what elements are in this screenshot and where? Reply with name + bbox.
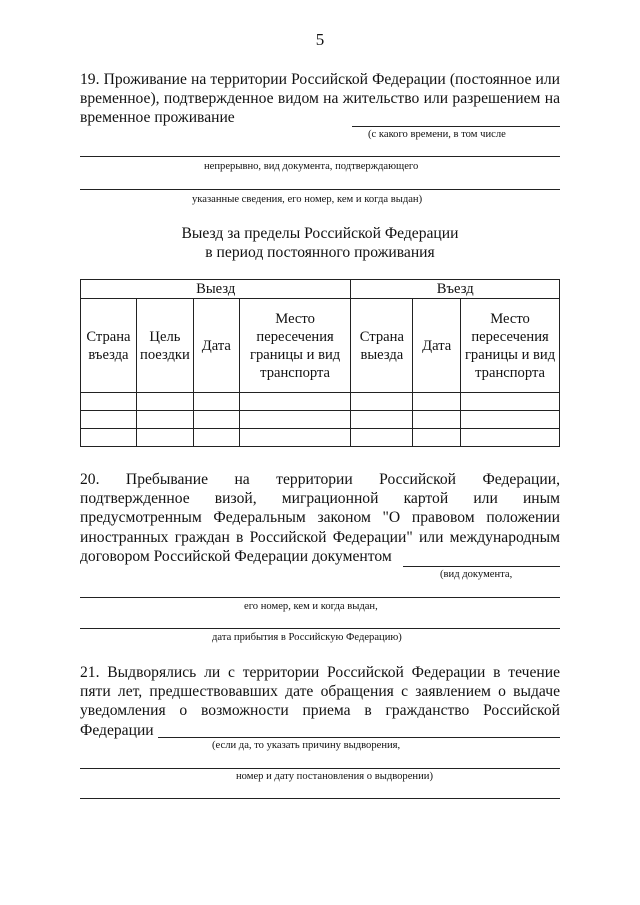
section-20-answer-line-3[interactable] — [80, 628, 560, 629]
section-19-hint-3: указанные сведения, его номер, кем и когда выдан) — [192, 194, 423, 205]
table-cell[interactable] — [413, 411, 461, 429]
table-cell[interactable] — [461, 429, 560, 447]
column-header: Место пересечения границы и вид транспорта — [461, 299, 560, 393]
column-header: Страна выезда — [351, 299, 413, 393]
column-header: Дата — [193, 299, 239, 393]
table-cell[interactable] — [351, 411, 413, 429]
table-cell[interactable] — [461, 393, 560, 411]
table-group-entry: Въезд — [351, 280, 560, 299]
table-cell[interactable] — [193, 429, 239, 447]
table-cell[interactable] — [351, 393, 413, 411]
column-header: Дата — [413, 299, 461, 393]
section-19-answer-line-1[interactable] — [352, 126, 560, 127]
section-20-hint-1: (вид документа, — [440, 569, 513, 580]
table-cell[interactable] — [81, 411, 137, 429]
section-19-hint-2: непрерывно, вид документа, подтверждающего — [204, 161, 419, 172]
section-21-answer-line-2[interactable] — [80, 768, 560, 769]
table-cell[interactable] — [413, 393, 461, 411]
section-20-text: 20. Пребывание на территории Российской Федерации, подтвержденное визой, миграционной картой или иным предусмотренным Федеральным законом "О правовом положении иностранных граждан в Российской Федерации" или международным договором Российской Федерации документом — [80, 471, 560, 565]
table-cell[interactable] — [81, 393, 137, 411]
table-row — [81, 411, 560, 429]
section-21-text: 21. Выдворялись ли с территории Российской Федерации в течение пяти лет, предшествовавших дате обращения с заявлением о выдаче уведомления о возможности приема в гражданство Российской Федерации — [80, 664, 560, 739]
column-header: Цель поездки — [136, 299, 193, 393]
table-cell[interactable] — [136, 429, 193, 447]
table-cell[interactable] — [136, 393, 193, 411]
column-header: Страна въезда — [81, 299, 137, 393]
table-cell[interactable] — [136, 411, 193, 429]
table-row — [81, 393, 560, 411]
page-number: 5 — [315, 30, 325, 49]
travel-table — [80, 279, 560, 447]
section-20-hint-2: его номер, кем и когда выдан, — [244, 601, 378, 612]
section-21-hint-2: номер и дату постановления о выдворении) — [236, 771, 433, 782]
table-cell[interactable] — [239, 393, 351, 411]
section-19-answer-line-2[interactable] — [80, 156, 560, 157]
travel-heading-line-1: Выезд за пределы Российской Федерации — [181, 225, 459, 242]
table-cell[interactable] — [239, 411, 351, 429]
table-row — [81, 429, 560, 447]
section-21-answer-line-3[interactable] — [80, 798, 560, 799]
table-cell[interactable] — [461, 411, 560, 429]
section-20-hint-3: дата прибытия в Российскую Федерацию) — [212, 632, 402, 643]
table-cell[interactable] — [351, 429, 413, 447]
travel-heading-line-2: в период постоянного проживания — [205, 244, 435, 261]
section-21-answer-line-1[interactable] — [158, 737, 560, 738]
column-header: Место пересечения границы и вид транспорта — [239, 299, 351, 393]
table-cell[interactable] — [239, 429, 351, 447]
table-cell[interactable] — [193, 411, 239, 429]
section-19-text: 19. Проживание на территории Российской Федерации (постоянное или временное), подтвержденное видом на жительство или разрешением на временное проживание — [80, 71, 560, 127]
section-20-answer-line-2[interactable] — [80, 597, 560, 598]
table-group-departure: Выезд — [81, 280, 351, 299]
section-19-answer-line-3[interactable] — [80, 189, 560, 190]
table-cell[interactable] — [81, 429, 137, 447]
section-20-answer-line-1[interactable] — [403, 566, 560, 567]
table-cell[interactable] — [413, 429, 461, 447]
section-21-hint-1: (если да, то указать причину выдворения, — [212, 740, 401, 751]
section-19-hint-1: (с какого времени, в том числе — [368, 129, 506, 140]
table-cell[interactable] — [193, 393, 239, 411]
